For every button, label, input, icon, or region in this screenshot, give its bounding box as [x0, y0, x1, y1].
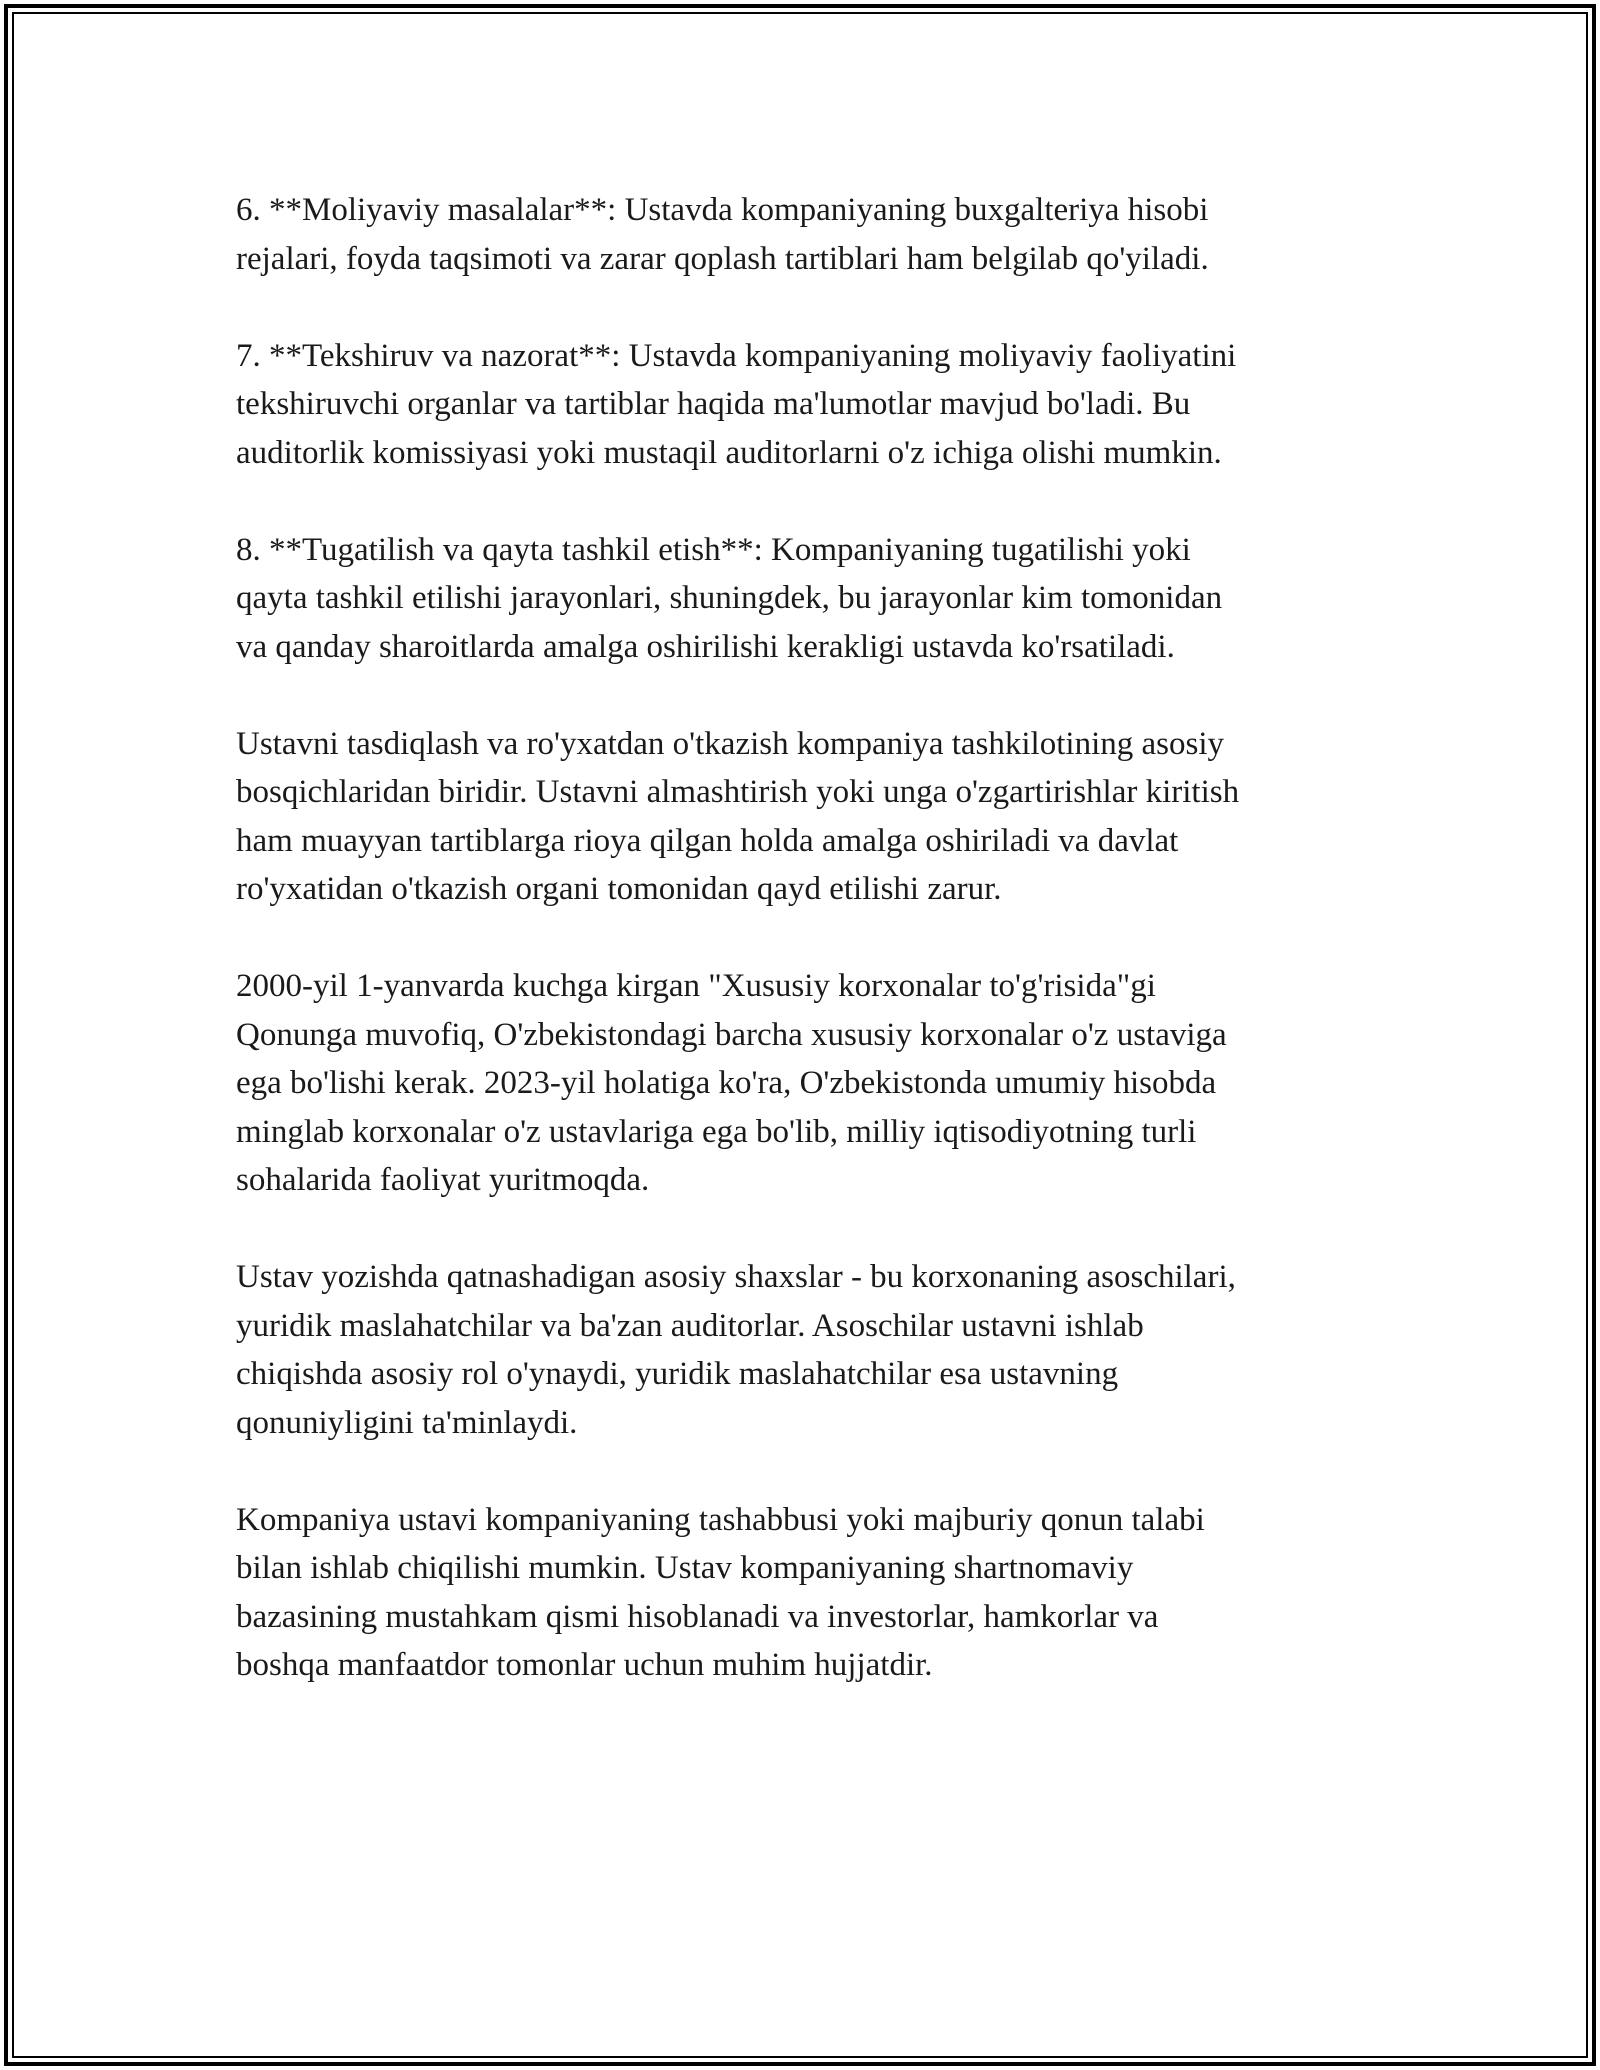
text-line: Ustav yozishda qatnashadigan asosiy shaxslar - bu korxonaning asoschilari, [236, 1259, 1236, 1295]
text-line: boshqa manfaatdor tomonlar uchun muhim hujjatdir. [236, 1647, 933, 1683]
text-line: Ustavni tasdiqlash va ro'yxatdan o'tkazish kompaniya tashkilotining asosiy [236, 725, 1224, 762]
text-line: ham muayyan tartiblarga rioya qilgan holda amalga oshiriladi va davlat [236, 822, 1179, 859]
paragraph-liquidation [236, 526, 1366, 672]
document-body [236, 186, 1366, 1738]
text-line: tekshiruvchi organlar va tartiblar haqida ma'lumotlar mavjud bo'ladi. Bu [236, 386, 1191, 422]
text-line: chiqishda asosiy rol o'ynaydi, yuridik maslahatchilar esa ustavning [236, 1356, 1119, 1392]
paragraph-private-enterprises-law [236, 962, 1366, 1205]
text-line: ega bo'lishi kerak. 2023-yil holatiga ko'ra, O'zbekistonda umumiy hisobda [236, 1065, 1217, 1101]
text-line: ro'yxatidan o'tkazish organi tomonidan qayd etilishi zarur. [236, 871, 1002, 907]
text-line: 7. **Tekshiruv va nazorat**: Ustavda kompaniyaning moliyaviy faoliyatini [236, 337, 1237, 374]
text-line: qonuniyligini ta'minlaydi. [236, 1404, 578, 1441]
text-line: bilan ishlab chiqilishi mumkin. Ustav kompaniyaning shartnomaviy [236, 1550, 1134, 1586]
text-line: va qanday sharoitlarda amalga oshirilishi kerakligi ustavda ko'rsatiladi. [236, 628, 1175, 665]
text-line: bosqichlaridan biridir. Ustavni almashtirish yoki unga o'zgartirishlar kiritish [236, 774, 1240, 810]
text-line: 8. **Tugatilish va qayta tashkil etish**: Kompaniyaning tugatilishi yoki [236, 531, 1191, 568]
text-line: qayta tashkil etilishi jarayonlari, shuningdek, bu jarayonlar kim tomonidan [236, 580, 1223, 616]
paragraph-key-participants [236, 1253, 1366, 1447]
text-line: sohalarida faoliyat yuritmoqda. [236, 1162, 650, 1198]
text-line: rejalari, foyda taqsimoti va zarar qoplash tartiblari ham belgilab qo'yiladi. [236, 240, 1209, 277]
paragraph-charter-registration [236, 720, 1366, 914]
text-line: 6. **Moliyaviy masalalar**: Ustavda kompaniyaning buxgalteriya hisobi [236, 192, 1209, 228]
paragraph-charter-importance [236, 1496, 1366, 1690]
text-line: 2000-yil 1-yanvarda kuchga kirgan "Xususiy korxonalar to'g'risida"gi [236, 968, 1156, 1004]
text-line: bazasining mustahkam qismi hisoblanadi va investorlar, hamkorlar va [236, 1598, 1159, 1635]
text-line: auditorlik komissiyasi yoki mustaqil auditorlarni o'z ichiga olishi mumkin. [236, 434, 1222, 471]
text-line: yuridik maslahatchilar va ba'zan auditorlar. Asoschilar ustavni ishlab [236, 1307, 1144, 1344]
paragraph-financial-matters [236, 186, 1366, 283]
paragraph-audit-control [236, 332, 1366, 478]
text-line: Qonunga muvofiq, O'zbekistondagi barcha xususiy korxonalar o'z ustaviga [236, 1016, 1227, 1053]
text-line: minglab korxonalar o'z ustavlariga ega bo'lib, milliy iqtisodiyotning turli [236, 1113, 1197, 1150]
text-line: Kompaniya ustavi kompaniyaning tashabbusi yoki majburiy qonun talabi [236, 1501, 1205, 1538]
